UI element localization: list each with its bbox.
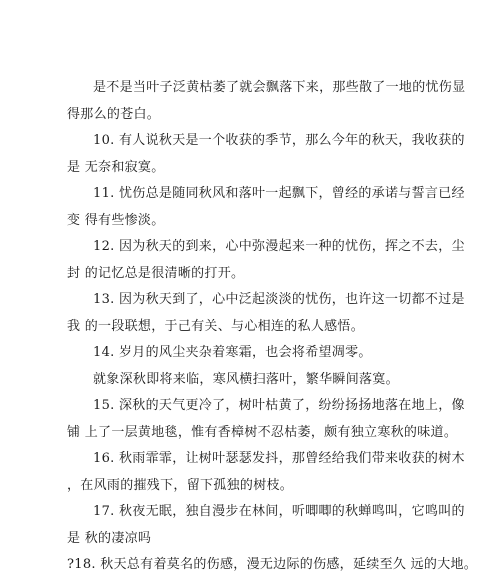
text-line: 11. 忧伤总是随同秋风和落叶一起飘下，曾经的承诺与誓言已经 (93, 186, 465, 201)
text-line: 封 的记忆总是很清晰的打开。 (67, 265, 245, 281)
text-line: 15. 深秋的天气更冷了，树叶枯黄了，纷纷扬扬地落在地上，像 (93, 398, 465, 413)
text-line: 是 秋的凄凉吗 (67, 530, 152, 546)
text-line: 变 得有些惨淡。 (67, 212, 165, 228)
text-line: 13. 因为秋天到了，心中泛起淡淡的忧伤，也许这一切都不过是 (93, 292, 465, 307)
text-line: 12. 因为秋天的到来，心中弥漫起来一种的忧伤，挥之不去，尘 (93, 239, 465, 254)
text-line: 17. 秋夜无眠，独自漫步在林间，听唧唧的秋蝉鸣叫，它鸣叫的 (93, 504, 465, 519)
text-line: 是 无奈和寂寞。 (67, 159, 165, 175)
text-line: 铺 上了一层黄地毯，惟有香樟树不忍枯萎，颇有独立寒秋的味道。 (67, 424, 458, 440)
text-line: 16. 秋雨霏霏，让树叶瑟瑟发抖，那曾经给我们带来收获的树木 (93, 451, 465, 466)
text-line: ，在风雨的摧残下，留下孤独的树枝。 (67, 477, 294, 493)
text-line: ?18. 秋天总有着莫名的伤感，漫无边际的伤感，延续至久 远的大地。 (67, 557, 478, 572)
text-line: 14. 岁月的风尘夹杂着寒霜，也会将希望凋零。 (93, 345, 372, 360)
text-line: 我 的一段联想，于己有关、与心相连的私人感悟。 (67, 318, 365, 334)
text-line: 是不是当叶子泛黄枯萎了就会飘落下来，那些散了一地的忧伤显 (93, 80, 466, 95)
text-line: 得那么的苍白。 (67, 106, 161, 122)
text-line: 就象深秋即将来临，寒风横扫落叶，繁华瞬间落寞。 (93, 371, 399, 387)
text-line: 10. 有人说秋天是一个收获的季节，那么今年的秋天，我收获的 (93, 133, 465, 148)
